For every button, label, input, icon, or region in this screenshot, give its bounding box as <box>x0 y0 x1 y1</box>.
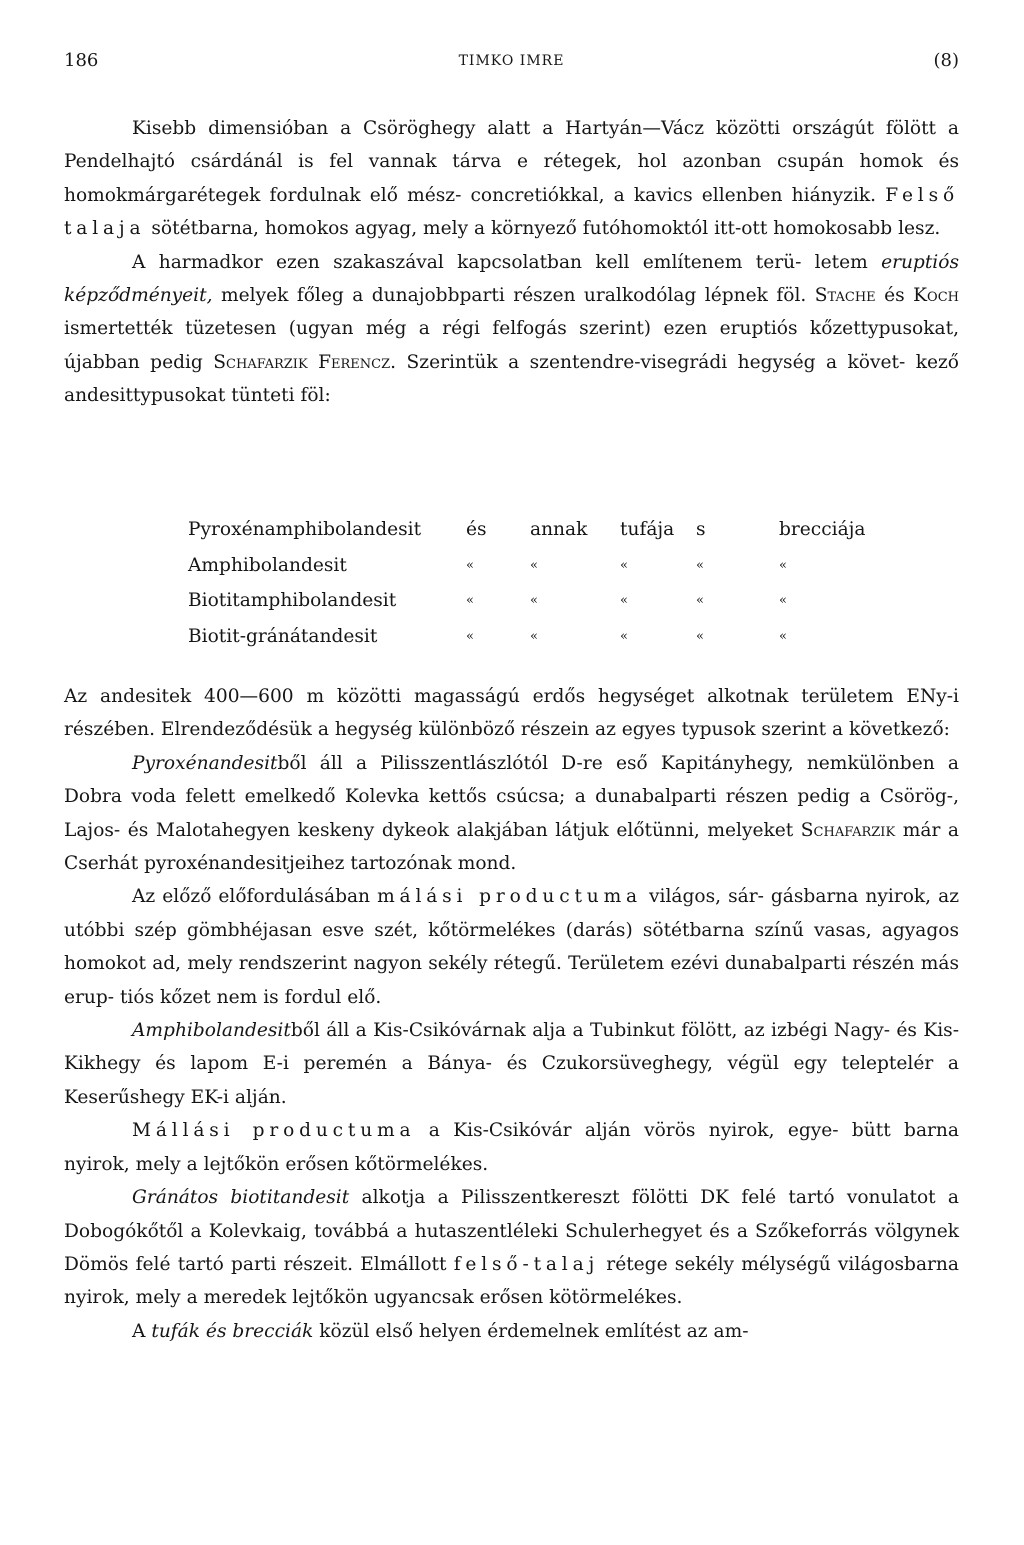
rock-name: Biotit-gránátandesit <box>188 625 378 647</box>
ditto-mark: « <box>696 593 704 609</box>
text-run: Az andesitek 400—600 m közötti magasságú erdős hegységet alkotnak területem ENy-i részében. Elrendeződésük a hegység különböző részein az egyes typusok szerint a következő: <box>64 686 959 741</box>
ditto-mark: « <box>530 628 538 644</box>
table-row <box>188 548 888 584</box>
text-run: ismertették tüzetesen (ugyan még a régi felfogás szerint) ezen eruptiós kőzettypusokat, újabban pedig <box>64 318 959 373</box>
text-run: A <box>132 1320 152 1342</box>
text-run: Szerintük a szentendre-visegrádi hegység a követ- kező andesittypusokat tünteti föl: <box>64 351 959 407</box>
page-number: 186 <box>64 50 99 71</box>
table-cell: brecciája <box>779 519 866 540</box>
table-row <box>188 619 888 655</box>
text-run: alkotja a Pilisszentkereszt fölötti DK felé tartó vonulatot a Dobogókőtől a Kolevkaig, továbbá a hutaszentléleki Schulerhegyet és a Szőkeforrás völgynek Dömös felé tartó parti részeit. Elmállott <box>64 1187 959 1275</box>
author-name: Schafarzik <box>800 819 896 841</box>
paragraph <box>64 1014 959 1114</box>
table-cell: tufája <box>620 519 675 540</box>
rock-name: Biotitamphibolandesit <box>188 590 397 612</box>
author-name: Koch <box>913 285 959 307</box>
table-cell: és <box>466 519 487 540</box>
text-run: rétege sekély mélységű világosbarna nyirok, mely a meredek lejtőkön ugyancsak erősen kötörmelékes. <box>64 1253 959 1309</box>
text-run: Kisebb dimensióban a Csöröghegy alatt a Hartyán—Vácz közötti országút fölött a Pendelhajtó csárdánál is fel vannak tárva e rétegek, hol azonban csupán homok és homokmárgarétegek fordulnak elő mész- concretiókkal, a kavics ellenben hiányzik. <box>64 118 959 206</box>
text-run: A harmadkor ezen szakaszával kapcsolatban kell említenem terü- letem <box>132 251 882 273</box>
paragraph <box>64 880 959 1014</box>
ditto-mark: « <box>696 557 704 573</box>
text-run: Az előző előfordulásában <box>132 886 378 908</box>
text-run: már a Cserhát pyroxénandesitjeihez tartozónak mond. <box>64 819 960 875</box>
table-cell: s <box>696 519 706 540</box>
section-number: (8) <box>933 50 959 71</box>
paragraph <box>64 246 959 413</box>
text-block-lower <box>64 680 959 1348</box>
text-run: és <box>875 285 914 307</box>
text-run: közül első helyen érdemelnek említést az am- <box>313 1320 749 1342</box>
spaced-term: Mállási productuma <box>132 1120 416 1142</box>
page-header <box>64 50 959 80</box>
spaced-term: málási productuma <box>377 886 642 908</box>
italic-term: eruptiós képződményeit, <box>64 251 959 307</box>
paragraph <box>64 1181 959 1315</box>
table-row <box>188 512 888 548</box>
text-run: a Kis-Csikóvár alján vörös nyirok, egye- bütt barna nyirok, mely a lejtőkön erősen kőtörmelékes. <box>64 1120 959 1175</box>
author-name: Stache <box>814 285 876 307</box>
running-title: TIMKO IMRE <box>458 53 565 69</box>
table-row <box>188 583 888 619</box>
italic-term: Gránátos biotitandesit <box>132 1187 350 1209</box>
ditto-mark: « <box>620 628 628 644</box>
paragraph <box>64 747 959 881</box>
text-run: sötétbarna, homokos agyag, mely a környező futóhomoktól itt-ott homokosabb lesz. <box>145 218 941 240</box>
ditto-mark: « <box>779 557 787 573</box>
paragraph <box>64 1114 959 1181</box>
ditto-mark: « <box>466 593 474 609</box>
text-block-upper <box>64 112 959 413</box>
ditto-mark: « <box>696 628 704 644</box>
ditto-mark: « <box>779 593 787 609</box>
author-name: Schafarzik Ferencz. <box>213 351 397 373</box>
ditto-mark: « <box>530 557 538 573</box>
spaced-term: felső-talaj <box>453 1253 600 1275</box>
ditto-mark: « <box>620 557 628 573</box>
italic-term: Amphibolandesit <box>132 1020 291 1042</box>
paragraph <box>64 112 959 246</box>
italic-term: tufák és brecciák <box>151 1320 314 1342</box>
rock-type-table <box>188 512 888 654</box>
ditto-mark: « <box>466 628 474 644</box>
text-run: világos, sár- gásbarna nyirok, az utóbbi szép gömbhéjasan esve szét, kőtörmelékes (darás) sötétbarna színű vasas, agyagos homokot ad, mely rendszerint nagyon sekély rétegű. Területem ezévi dunabalparti részén más erup- tiós kőzet nem is fordul elő. <box>64 886 959 1008</box>
ditto-mark: « <box>466 557 474 573</box>
spaced-term: Felső talaja <box>64 184 959 240</box>
paragraph <box>64 680 959 747</box>
text-run: melyek főleg a dunajobbparti részen uralkodólag lépnek föl. <box>212 285 815 307</box>
text-run: ből áll a Kis-Csikóvárnak alja a Tubinkut fölött, az izbégi Nagy- és Kis-Kikhegy és lapom E-i peremén a Bánya- és Czukorsüveghegy, végül egy teleptelér a Keserűshegy EK-i alján. <box>64 1020 959 1108</box>
rock-name: Pyroxénamphibolandesit <box>188 519 422 540</box>
ditto-mark: « <box>620 593 628 609</box>
italic-term: Pyroxénandesit <box>132 752 278 774</box>
table-cell: annak <box>530 519 588 540</box>
paragraph <box>64 1315 959 1348</box>
text-run: ből áll a Pilisszentlászlótól D-re eső Kapitányhegy, nemkülönben a Dobra voda felett emelkedő Kolevka kettős csúcsa; a dunabalparti részen pedig a Csörög-, Lajos- és Malotahegyen keskeny dykeok alakjában látjuk előtünni, melyeket <box>64 752 959 841</box>
ditto-mark: « <box>779 628 787 644</box>
rock-name: Amphibolandesit <box>188 554 347 576</box>
ditto-mark: « <box>530 593 538 609</box>
